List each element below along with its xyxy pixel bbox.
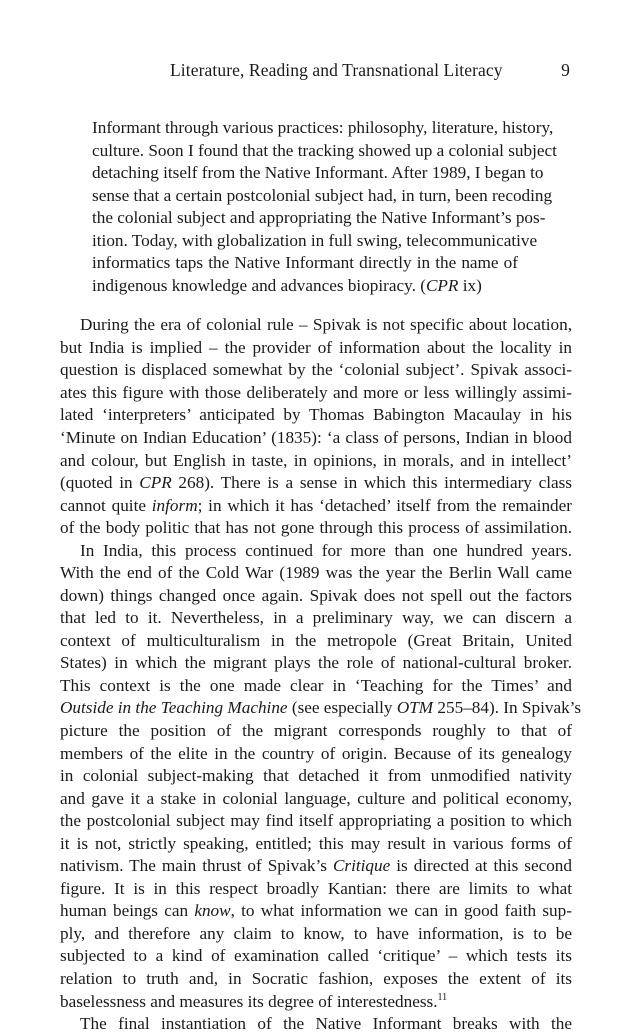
paragraph-line: in colonial subject-making that detached it from unmodified nativity: [60, 766, 572, 786]
paragraph-line: context of multiculturalism in the metropole (Great Britain, United: [60, 630, 572, 650]
paragraph-line: it is not, strictly speaking, entitled; this may result in various forms of: [60, 833, 572, 853]
quote-line: sense that a certain postcolonial subject had, in turn, been recoding: [92, 185, 553, 205]
citation-abbrev: OTM: [396, 698, 434, 718]
paragraph-line: question is displaced somewhat by the ‘colonial subject’. Spivak associ-: [60, 360, 572, 380]
quote-text: ix): [458, 275, 482, 295]
paragraph-line: During the era of colonial rule – Spivak is not specific about location,: [80, 315, 572, 335]
running-head-title: Literature, Reading and Transnational Literacy: [170, 60, 503, 80]
quote-line: the colonial subject and appropriating the Native Informant’s pos-: [92, 208, 546, 228]
paragraph-line: [60, 494, 572, 518]
paragraph-line: members of the elite in the country of origin. Because of its genealogy: [60, 743, 572, 763]
text-run: , to what information we can in good faith sup-: [230, 901, 572, 921]
quote-line: ition. Today, with globalization in full swing, telecommunicative: [92, 230, 538, 250]
text-run: nativism. The main thrust of Spivak’s: [60, 856, 333, 876]
paragraph-line: figure. It is in this respect broadly Kantian: there are limits to what: [60, 878, 572, 898]
text-run: ; in which it has ‘detached’ itself from the remainder: [197, 495, 572, 515]
paragraph-line: States) in which the migrant plays the role of national-cultural broker.: [60, 653, 572, 673]
paragraph-line: of the body politic that has not gone through this process of assimilation.: [60, 518, 572, 538]
paragraph-line: [60, 471, 572, 495]
paragraph-line: picture the position of the migrant corresponds roughly to that of: [60, 721, 572, 740]
quote-text: indigenous knowledge and advances biopiracy. (: [92, 275, 426, 295]
paragraph-line: subjected to a kind of examination called ‘critique’ – which tests its: [60, 946, 572, 966]
paragraph-line: ‘Minute on Indian Education’ (1835): ‘a class of persons, Indian in blood: [60, 427, 572, 447]
citation-abbrev: CPR: [425, 275, 459, 295]
paragraph-line: down) things changed once again. Spivak does not spell out the factors: [60, 585, 572, 605]
paragraph-line: relation to truth and, in Socratic fashion, exposes the extent of its: [60, 968, 572, 988]
quote-line: culture. Soon I found that the tracking showed up a colonial subject: [92, 140, 557, 160]
quote-line-last: [92, 274, 518, 298]
paragraph-line: that led to it. Nevertheless, in a preliminary way, we can discern a: [60, 608, 572, 628]
citation-abbrev: CPR: [139, 473, 172, 492]
emphasis: inform: [151, 495, 198, 515]
paragraph-line: The final instantiation of the Native Informant breaks with the: [80, 1014, 572, 1033]
text-run: (quoted in: [60, 473, 140, 492]
text-run: is directed at this second: [390, 856, 572, 876]
paragraph-line: and gave it a stake in colonial language, culture and political economy,: [60, 788, 572, 808]
paragraph-line: and colour, but English in taste, in opinions, in morals, and in intellect’: [60, 450, 572, 470]
paragraph-line: ply, and therefore any claim to know, to have information, is to be: [60, 923, 572, 943]
paragraph-line-last: [60, 990, 572, 1014]
page-number: 9: [561, 60, 570, 80]
footnote-reference[interactable]: 11: [437, 991, 448, 1003]
paragraph-line: [60, 899, 572, 923]
book-title: Critique: [332, 856, 391, 876]
quote-line: informatics taps the Native Informant directly in the name of: [92, 253, 518, 273]
paragraph-line: but India is implied – the provider of information about the locality in: [60, 337, 572, 357]
text-run: (see especially: [287, 698, 397, 718]
paragraph-line: [60, 696, 582, 720]
emphasis: know: [194, 901, 231, 921]
text-run: 255–84). In Spivak’s: [433, 698, 582, 718]
paragraph-line: ates this figure with those deliberately and more or less willingly assimi-: [60, 382, 572, 402]
text-run: cannot quite: [60, 495, 152, 515]
text-run: baselessness and measures its degree of interestedness.: [60, 991, 438, 1011]
text-run: human beings can: [60, 901, 195, 921]
paragraph-line: [60, 854, 572, 878]
quote-line: Informant through various practices: philosophy, literature, history,: [92, 118, 554, 137]
paragraph-line: This context is the one made clear in ‘Teaching for the Times’ and: [60, 675, 572, 695]
paragraph-line: lated ‘interpreters’ anticipated by Thomas Babington Macaulay in his: [60, 405, 572, 425]
quote-line: detaching itself from the Native Informant. After 1989, I began to: [92, 163, 544, 183]
text-run: 268). There is a sense in which this intermediary class: [171, 473, 572, 492]
paragraph-line: With the end of the Cold War (1989 was the year the Berlin Wall came: [60, 563, 572, 583]
paragraph-line: In India, this process continued for more than one hundred years.: [80, 540, 572, 560]
book-title: Outside in the Teaching Machine: [60, 698, 288, 718]
paragraph-line: the postcolonial subject may find itself appropriating a position to which: [60, 811, 572, 831]
